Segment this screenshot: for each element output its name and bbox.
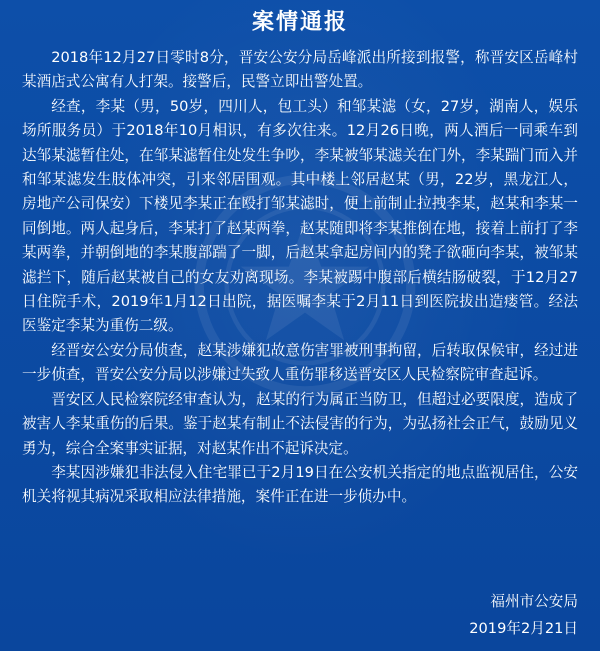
issuer-name: 福州市公安局	[490, 593, 578, 610]
notice-title: 案情通报	[251, 10, 348, 35]
paragraph-procuratorate-decision: 晋安区人民检察院经审查认为，赵某的行为属正当防卫，但超过必要限度，造成了被害人李某重伤的后果。鉴于赵某有制止不法侵害的行为，为弘扬社会正气，鼓励见义勇为，综合全案事实证据，对赵某作出不起诉决定。	[22, 390, 578, 457]
issue-date: 2019年2月21日	[469, 620, 578, 637]
paragraph-investigation: 经查，李某（男，50岁，四川人，包工头）和邹某滤（女，27岁，湖南人，娱乐场所服务员）于2018年10月相识，有多次往来。12月26日晚，两人酒后一同乘车到达邹某滤暂住处，在邹某滤暂住处发生争吵，李某被邹某滤关在门外，李某踹门而入并和邹某滤发生肢体冲突，引来邻居围观。其中楼上邻居赵某（男，22岁，黑龙江人，房地产公司保安）下楼见李某正在殴打邹某滤时，便上前制止拉拽李某，赵某和李某一同倒地。两人起身后，李某打了赵某两拳，赵某随即将李某推倒在地，接着上前打了李某两拳，并朝倒地的李某腹部踹了一脚，后赵某拿起房间内的凳子欲砸向李某，被邹某滤拦下，随后赵某被自己的女友劝离现场。李某被踢中腹部后横结肠破裂，于12月27日住院手术，2019年1月12日出院，据医嘱李某于2月11日到医院拔出造瘘管。经法医鉴定李某为重伤二级。	[22, 97, 578, 335]
paragraph-police-action: 经晋安公安分局侦查，赵某涉嫌犯故意伤害罪被刑事拘留，后转取保候审，经过进一步侦查，晋安公安分局以涉嫌过失致人重伤罪移送晋安区人民检察院审查起诉。	[22, 341, 578, 384]
paragraph-report: 2018年12月27日零时8分，晋安公安分局岳峰派出所接到报警，称晋安区岳峰村某酒店式公寓有人打架。接警后，民警立即出警处置。	[22, 49, 578, 91]
paragraph-follow-up: 李某因涉嫌犯非法侵入住宅罪已于2月19日在公安机关指定的地点监视居住，公安机关将视其病况采取相应法律措施，案件正在进一步侦办中。	[22, 463, 578, 506]
